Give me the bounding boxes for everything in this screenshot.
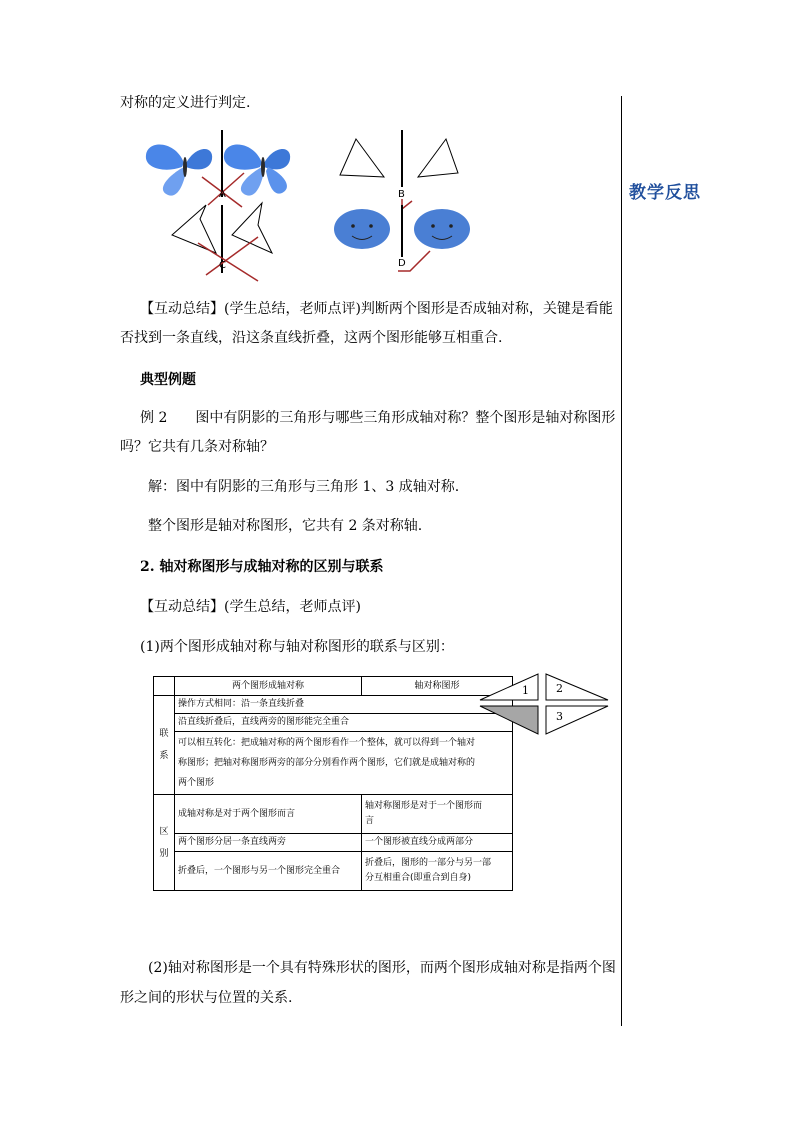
table-cell: 可以相互转化：把成轴对称的两个图形看作一个整体，就可以得到一个轴对 称图形；把轴对称图形两旁的部分分别看作两个图形，它们就是成轴对称的 两个图形 xyxy=(175,732,513,795)
section2-heading: 2. 轴对称图形与成轴对称的区别与联系 xyxy=(140,559,384,575)
figure-b-triangles xyxy=(340,130,458,209)
table-header-cell xyxy=(154,677,175,696)
table-row xyxy=(154,696,513,714)
table-row xyxy=(154,714,513,732)
triangle-label-3: 3 xyxy=(556,710,563,723)
table-header-row xyxy=(154,677,513,696)
example2-line2: 吗？它共有几条对称轴？ xyxy=(120,439,274,455)
figure-label-d: D xyxy=(398,258,406,269)
table-header-cell: 两个图形成轴对称 xyxy=(175,677,362,696)
table-cell: 折叠后，图形的一部分与另一部 分互相重合(即重合到自身) xyxy=(362,852,513,891)
triangle-label-2: 2 xyxy=(556,682,563,695)
margin-divider xyxy=(621,96,622,1026)
table-cell: 轴对称图形是对于一个图形而 言 xyxy=(362,795,513,834)
comparison-table xyxy=(153,676,492,894)
summary2: 【互动总结】(学生总结，老师点评) xyxy=(140,599,361,615)
table-cell: 成轴对称是对于两个图形而言 xyxy=(175,795,362,834)
qu-label: 区别 xyxy=(154,795,175,891)
point1: (1)两个图形成轴对称与轴对称图形的联系与区别： xyxy=(140,639,454,655)
solution-line1: 解：图中有阴影的三角形与三角形 1、3 成轴对称. xyxy=(148,479,460,495)
figure-label-b: B xyxy=(398,189,405,200)
symmetry-figures xyxy=(140,125,470,275)
point2-line2: 形之间的形状与位置的关系. xyxy=(120,990,293,1006)
table-cell: 折叠后，一个图形与另一个图形完全重合 xyxy=(175,852,362,891)
solution-line2: 整个图形是轴对称图形，它共有 2 条对称轴. xyxy=(148,518,423,534)
example2-line1: 例 2 图中有阴影的三角形与哪些三角形成轴对称？整个图形是轴对称图形 xyxy=(140,410,616,426)
examples-heading: 典型例题 xyxy=(140,372,196,388)
table-row xyxy=(154,834,513,852)
figure-label-c: C xyxy=(219,260,226,271)
intro-line: 对称的定义进行判定. xyxy=(120,95,251,111)
summary1-line1: 【互动总结】(学生总结，老师点评)判断两个图形是否成轴对称，关键是看能 xyxy=(140,301,613,317)
table-header-cell: 轴对称图形 xyxy=(362,677,513,696)
point2-line1: (2)轴对称图形是一个具有特殊形状的图形，而两个图形成轴对称是指两个图 xyxy=(148,960,616,976)
figure-d-smileys xyxy=(334,205,470,271)
figure-c-shapes xyxy=(172,203,272,281)
table-row xyxy=(154,795,513,834)
teaching-reflection-label: 教学反思 xyxy=(629,183,701,203)
figure-label-a: A xyxy=(219,189,226,200)
table-cell: 沿直线折叠后，直线两旁的图形能完全重合 xyxy=(175,714,513,732)
triangle-figure xyxy=(478,672,612,736)
summary1-line2: 否找到一条直线，沿这条直线折叠，这两个图形能够互相重合. xyxy=(120,330,503,346)
triangle-label-1: 1 xyxy=(522,684,529,697)
figure-a-butterflies xyxy=(146,130,290,207)
table-cell: 操作方式相同：沿一条直线折叠 xyxy=(175,696,513,714)
lian-label: 联系 xyxy=(154,696,175,795)
table-row xyxy=(154,732,513,795)
table-row xyxy=(154,852,513,891)
table-cell: 一个图形被直线分成两部分 xyxy=(362,834,513,852)
table-cell: 两个图形分居一条直线两旁 xyxy=(175,834,362,852)
